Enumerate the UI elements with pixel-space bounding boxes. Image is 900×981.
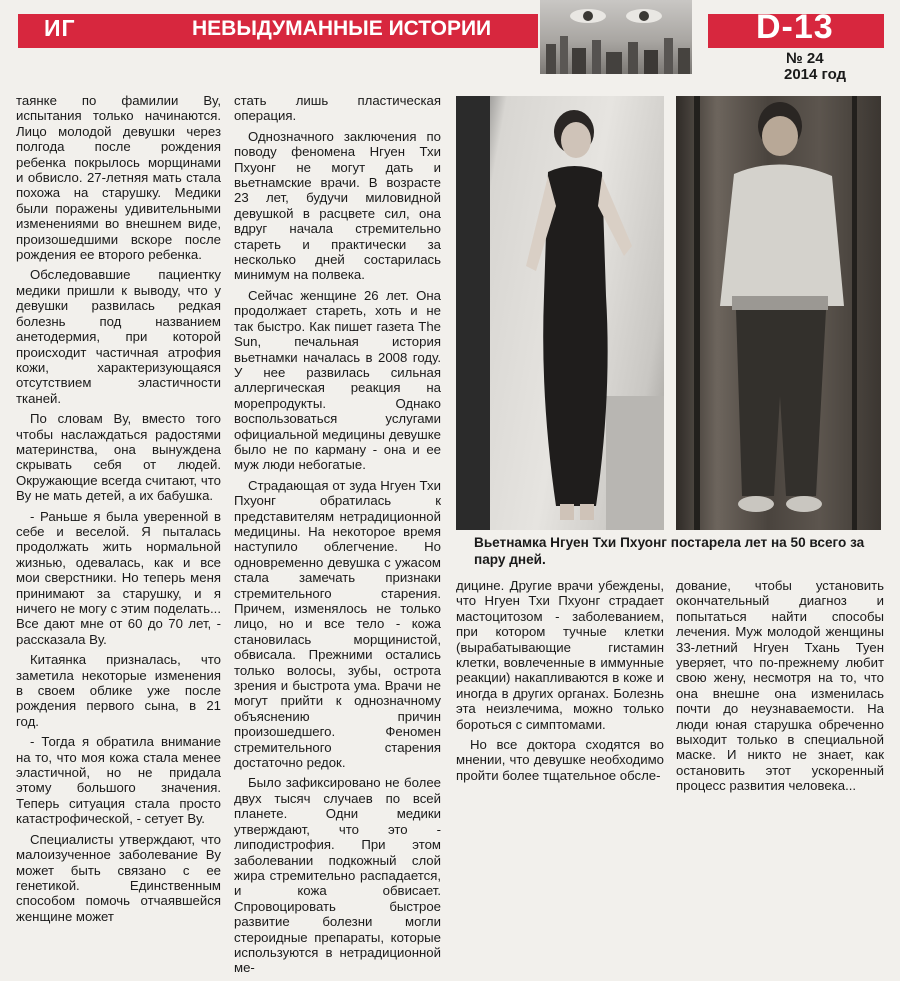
section-title: НЕВЫДУМАННЫЕ ИСТОРИИ [192,17,492,40]
masthead-image [540,0,692,74]
article-paragraph: дицине. Другие врачи убеждены, что Нгуен Тхи Пхуонг страдает мастоцитозом - заболеванием, при котором тучные клетки (вырабатывающие гистамин клетки, вовлеченные в иммунные реакции) накапливаются в коже и иногда в других органах. Болезнь эта неизлечима, можно только бороться с симптомами. [456,578,664,732]
article-paragraph: Китаянка призналась, что заметила некоторые изменения в своем облике уже после рождения первого сына, в 21 год. [16,652,221,729]
photo-caption: Вьетнамка Нгуен Тхи Пхуонг постарела лет на 50 всего за пару дней. [474,535,865,567]
article-paragraph: По словам Ву, вместо того чтобы наслаждаться радостями материнства, она вынуждена скрывать себя от людей. Окружающие всегда считают, что Ву не мать детей, а их бабушка. [16,411,221,504]
photo-young-woman-illustration [456,96,664,530]
article-paragraph: Страдающая от зуда Нгуен Тхи Пхуонг обратилась к представителям нетрадиционной медицины. На некоторое время наступило облегчение. Но одновременно девушка с ужасом стала замечать признаки стремительного старения. Причем, изменялось не только лицо, но и все тело - кожа становилась морщинистой, обвисала. Прежними остались только волосы, зубы, острота зрения и быстрота ума. Врачи не могут прийти к однозначному объяснению причин произошедшего. Феномен стремительного старения достаточно редок. [234,477,441,771]
article-paragraph: Однозначного заключения по поводу феномена Нгуен Тхи Пхуонг не могут дать и вьетнамские врачи. В возрасте 23 лет, будучи миловидной девушкой в расцвете сил, она вдруг начала стремительно стареть и практически за несколько дней состарилась минимум на полвека. [234,128,441,283]
article-paragraph: таянке по фамилии Ву, испытания только начинаются. Лицо молодой девушки через полгода после рождения ребенка покрылось морщинами и обвисло. 27-летняя мать стала похожа на старушку. Медики были поражены удивительными изменениями во внешнем виде, произошедшими вскоре после рождения ее второго ребенка. [16,93,221,263]
photo-young-woman [456,96,664,530]
page-code: D-13 [756,8,834,46]
article-paragraph: - Тогда я обратила внимание на то, что моя кожа стала менее эластичной, но не придала этому большого значения. Теперь ситуация стала просто катастрофической, - сетует Ву. [16,734,221,827]
article-column-3 [456,578,664,788]
article-column-2 [234,93,441,981]
section-tag: ИГ [44,15,76,41]
article-paragraph: Обследовавшие пациентку медики пришли к выводу, что у девушки развилась редкая болезнь под названием анетодермия, при которой происходит частичная атрофия кожи, характеризующаяся отсутствием эластичности тканей. [16,267,221,406]
article-paragraph: Было зафиксировано не более двух тысяч случаев по всей планете. Одни медики утверждают, что это - липодистрофия. При этом заболевании подкожный слой жира стремительно распадается, и кожа обвисает. Спровоцировать быстрое развитие болезни могли стероидные препараты, которые используются в нетрадиционной ме- [234,775,441,976]
masthead-eyes-city-illustration [540,0,692,74]
article-paragraph: дование, чтобы установить окончательный диагноз и попытаться найти способы лечения. Муж молодой женщины 33-летний Нгуен Тхань Туен уверяет, что по-прежнему любит свою жену, несмотря на то, что она внешне она изменилась почти до неузнаваемости. На люди юная старушка обреченно выходит только в специальной маске. И никто не знает, как остановить этот ускоренный процесс развития человека... [676,578,884,794]
article-paragraph: стать лишь пластическая операция. [234,93,441,124]
photo-aged-woman-illustration [676,96,881,530]
article-paragraph: Но все доктора сходятся во мнении, что девушке необходимо пройти более тщательное обсле- [456,737,664,783]
article-paragraph: Специалисты утверждают, что малоизученное заболевание Ву может быть связано с ее генетикой. Единственным способом помочь отчаявшейся женщине может [16,831,221,924]
article-paragraph: - Раньше я была уверенной в себе и веселой. Я пыталась продолжать жить нормальной жизнью, одевалась, как и все мои сверстники. Но теперь меня принимают за старушку, и я ничего не могу с этим поделать... Все дают мне от 60 до 70 лет, - рассказала Ву. [16,508,221,647]
photo-aged-woman [676,96,881,530]
issue-year: 2014 год [784,66,847,83]
issue-number: № 24 [786,50,824,67]
article-paragraph: Сейчас женщине 26 лет. Она продолжает стареть, хоть и не так быстро. Как пишет газета The Sun, печальная история вьетнамки началась в 2008 году. У нее развилась сильная аллергическая реакция на морепродукты. Однако воспользоваться услугами официальной медицины девушке было не по карману - она и ее муж люди небогатые. [234,287,441,473]
article-column-4 [676,578,884,799]
article-column-1 [16,93,221,929]
